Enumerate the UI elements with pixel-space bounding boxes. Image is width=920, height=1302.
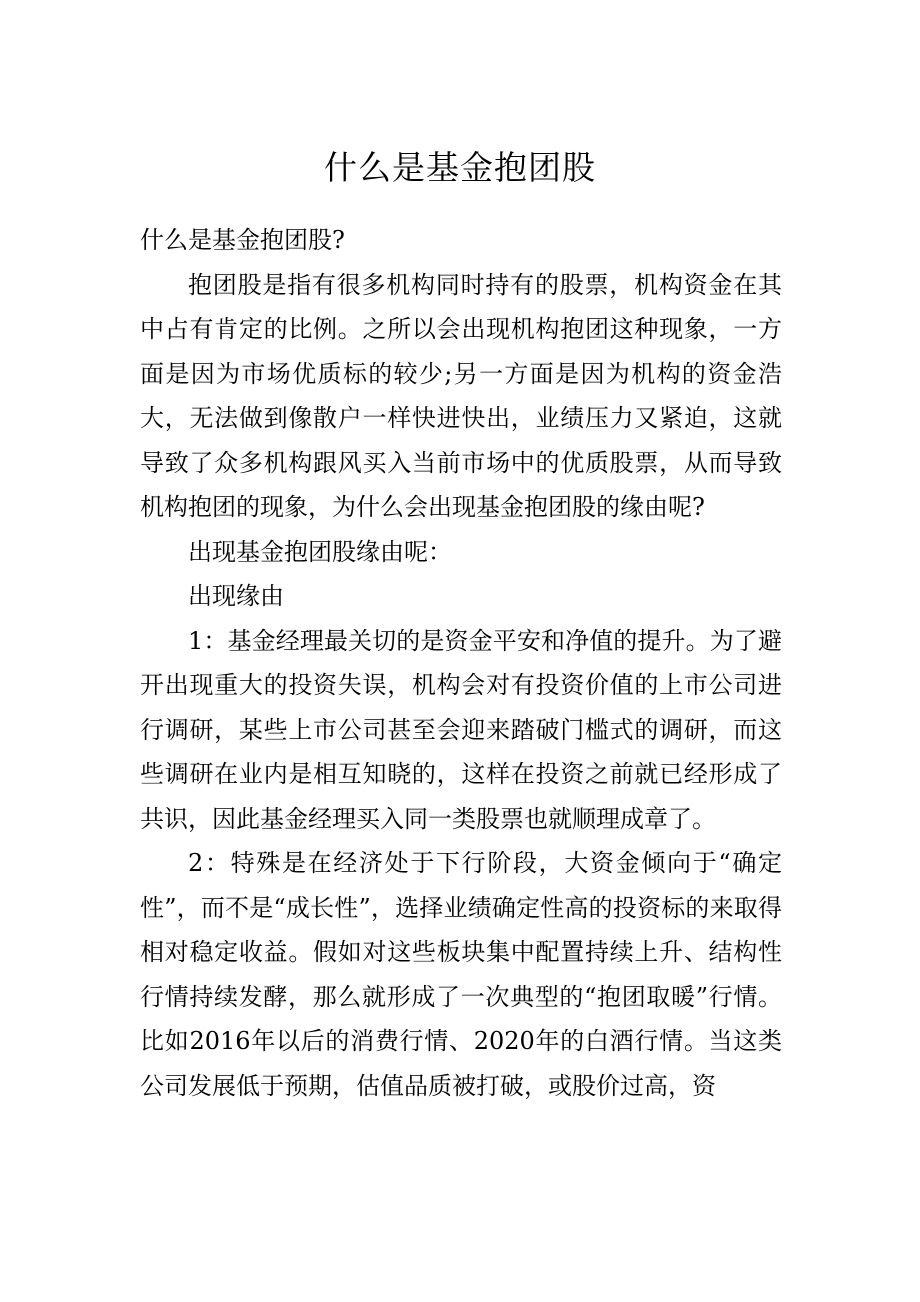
paragraph-reasons-intro: 出现基金抱团股缘由呢： xyxy=(188,537,452,566)
paragraph-reason-1: 1：基金经理最关切的是资金平安和净值的提升。为了避开出现重大的投资失误，机构会对有投资价值的上市公司进行调研，某些上市公司甚至会迎来踏破门槛式的调研，而这些调研在业内是相互知晓的，这样在投资之前就已经形成了共识，因此基金经理买入同一类股票也就顺理成章了。 xyxy=(140,626,782,833)
paragraph-definition: 抱团股是指有很多机构同时持有的股票，机构资金在其中占有肯定的比例。之所以会出现机构抱团这种现象，一方面是因为市场优质标的较少;另一方面是因为机构的资金浩大，无法做到像散户一样快进快出，业绩压力又紧迫，这就导致了众多机构跟风买入当前市场中的优质股票，从而导致机构抱团的现象，为什么会出现基金抱团股的缘由呢? xyxy=(140,270,782,521)
document-title: 什么是基金抱团股 xyxy=(324,148,596,187)
paragraph-reasons-heading: 出现缘由 xyxy=(188,582,284,610)
paragraph-reason-2: 2：特殊是在经济处于下行阶段，大资金倾向于“确定性”，而不是“成长性”，选择业绩确定性高的投资标的来取得相对稳定收益。假如对这些板块集中配置持续上升、结构性行情持续发酵，那么就形成了一次典型的“抱团取暖”行情。比如2016年以后的消费行情、2020年的白酒行情。当这类公司发展低于预期，估值品质被打破，或股价过高，资 xyxy=(140,849,782,1100)
document-body xyxy=(140,218,782,1108)
question-line: 什么是基金抱团股? xyxy=(140,226,345,254)
